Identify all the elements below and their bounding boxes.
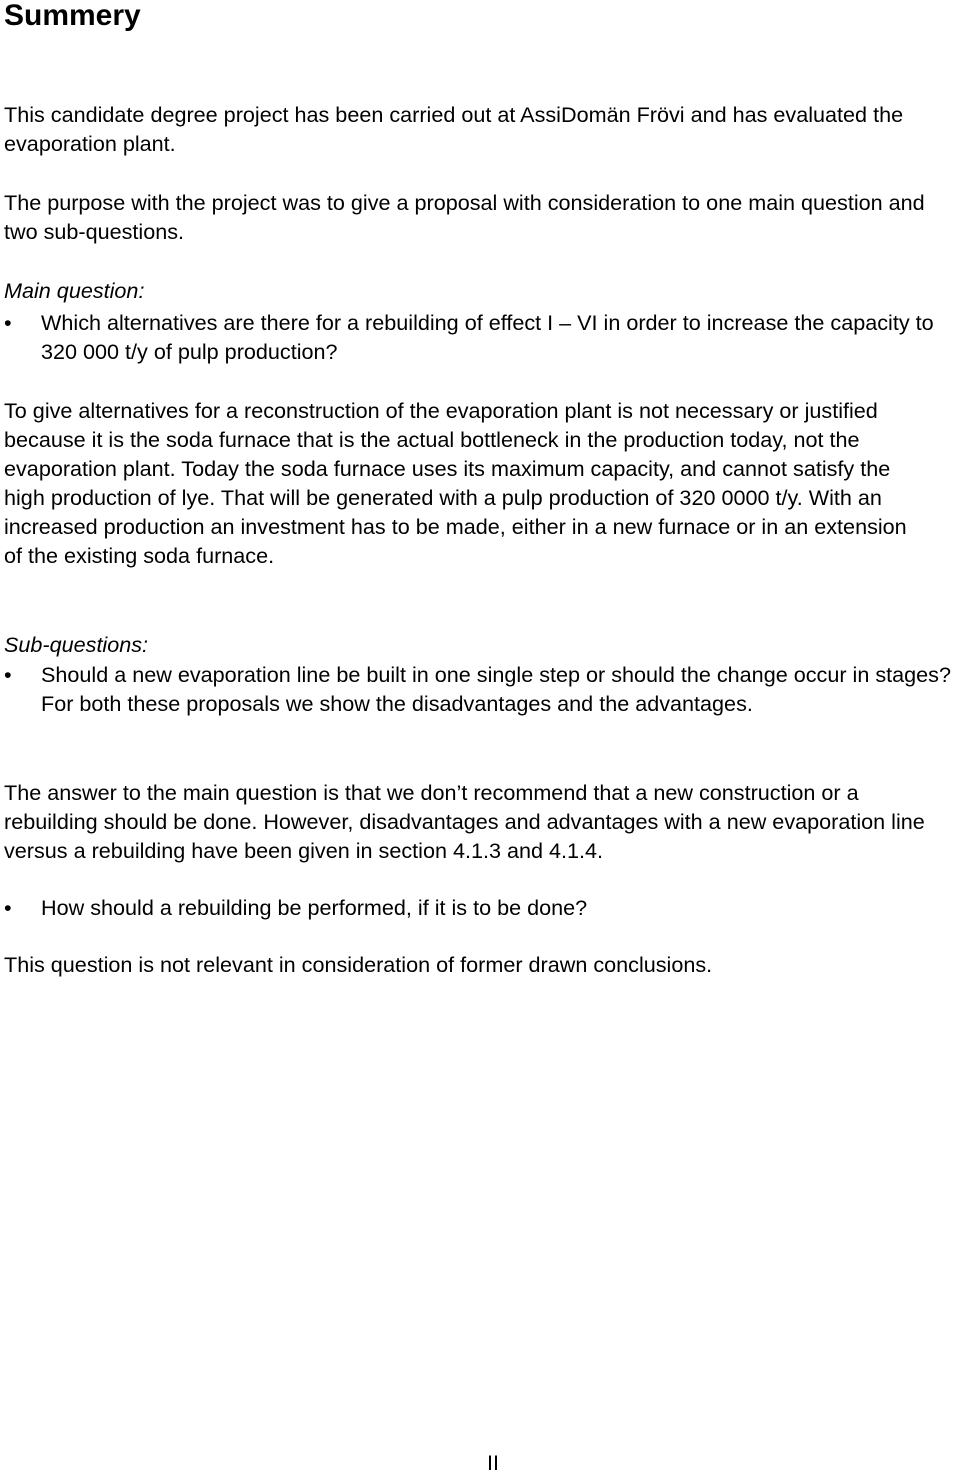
main-answer-paragraph: The answer to the main question is that we don’t recommend that a new construction or a rebuilding should be done. However, disadvantages and advantages with a new evaporation line versus a rebuilding have been given in section 4.1.3 and 4.1.4. — [4, 780, 925, 863]
main-question-label: Main question: — [4, 278, 145, 303]
sub-questions-label: Sub-questions: — [4, 632, 149, 657]
intro-paragraph: This candidate degree project has been carried out at AssiDomän Frövi and has evaluated the evaporation plant. — [4, 102, 904, 156]
bullet-icon: • — [4, 310, 12, 335]
sub-answer-2-paragraph: This question is not relevant in consideration of former drawn conclusions. — [4, 952, 713, 977]
bullet-icon: • — [4, 662, 12, 687]
sub-question-2-item — [4, 893, 954, 922]
purpose-paragraph: The purpose with the project was to give a proposal with consideration to one main question and two sub-questions. — [4, 190, 925, 244]
page-number: II — [487, 1450, 499, 1475]
sub-question-1-note: For both these proposals we show the disadvantages and the advantages. — [41, 691, 753, 716]
main-question-text: Which alternatives are there for a rebuilding of effect I – VI in order to increase the capacity to 320 000 t/y of pulp production? — [41, 310, 934, 364]
sub-question-1-text: Should a new evaporation line be built in one single step or should the change occur in stages? — [41, 662, 951, 687]
sub-question-2-text: How should a rebuilding be performed, if it is to be done? — [41, 895, 588, 920]
page-heading: Summery — [4, 0, 141, 32]
answer-paragraph: To give alternatives for a reconstruction of the evaporation plant is not necessary or justified because it is the soda furnace that is the actual bottleneck in the production today, not the evaporation plant. Today the soda furnace uses its maximum capacity, and cannot satisfy the high production of lye. That will be generated with a pulp production of 320 0000 t/y. With an increased production an investment has to be made, either in a new furnace or in an extension of the existing soda furnace. — [4, 398, 907, 568]
sub-question-1-item — [4, 660, 954, 718]
bullet-icon: • — [4, 895, 12, 920]
main-question-item — [4, 308, 954, 366]
